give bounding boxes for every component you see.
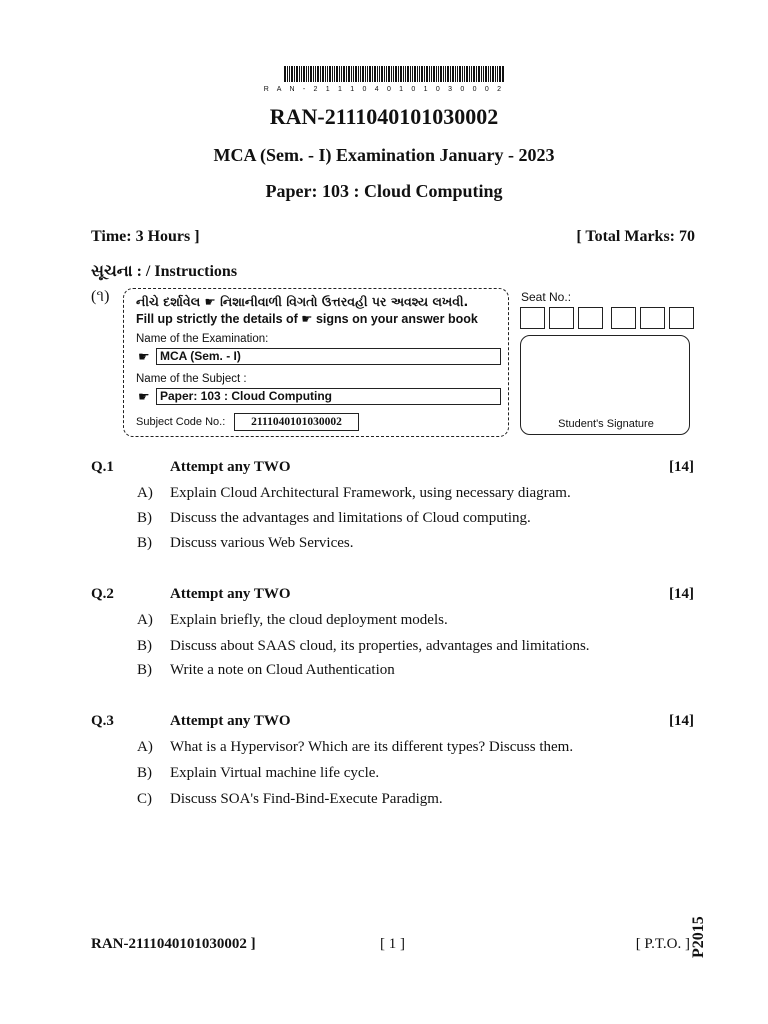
paper-code: RAN-2111040101030002 [269,104,499,129]
sub-question-label: A) [137,485,153,501]
footer-paper-code: RAN-2111040101030002 ] [91,936,256,952]
footer-pto: [ P.T.O. ] [635,936,690,952]
barcode-text: R A N - 2 1 1 1 0 4 0 1 0 1 0 3 0 0 0 2 [263,86,505,93]
footer-page-number: [ 1 ] [380,936,405,952]
pointer-hand-icon: ☛ [138,389,150,404]
instruction-number: (૧) [91,288,110,305]
seat-digit-box [578,307,603,329]
side-code: P2015 [690,916,707,958]
question-heading: Attempt any TWO [170,713,291,729]
total-marks-label: [ Total Marks: 70 [576,228,695,245]
subject-name-field: Paper: 103 : Cloud Computing [156,388,501,405]
question-marks: [14] [669,459,694,475]
signature-label: Student's Signature [558,418,654,430]
pointer-hand-icon: ☛ [138,349,150,364]
seat-number-boxes [520,307,698,329]
sub-question-text: Discuss about SAAS cloud, its properties, advantages and limitations. [170,638,590,654]
sub-question-label: B) [137,535,152,551]
sub-question-label: B) [137,765,152,781]
question-marks: [14] [669,586,694,602]
time-label: Time: 3 Hours ] [91,228,200,245]
instruction-gujarati: નીચે દર્શાવેલ ☛ નિશાનીવાળી વિગતો ઉત્તરવહી પર અવશ્ય લખવી. [136,294,469,309]
question-marks: [14] [669,713,694,729]
question-number: Q.2 [91,586,114,602]
seat-digit-box [611,307,636,329]
instructions-box [123,288,509,437]
sub-question-text: Explain Virtual machine life cycle. [170,765,380,781]
question-number: Q.3 [91,713,114,729]
exam-name-field: MCA (Sem. - I) [156,348,501,365]
sub-question-text: Discuss the advantages and limitations of Cloud computing. [170,510,531,526]
sub-question-text: Write a note on Cloud Authentication [170,662,395,678]
paper-title: Paper: 103 : Cloud Computing [265,181,503,201]
seat-digit-box [669,307,694,329]
question-number: Q.1 [91,459,114,475]
sub-question-label: C) [137,791,152,807]
question-heading: Attempt any TWO [170,459,291,475]
seat-digit-box [549,307,574,329]
sub-question-text: Explain briefly, the cloud deployment models. [170,612,448,628]
sub-question-text: Discuss various Web Services. [170,535,354,551]
question-heading: Attempt any TWO [170,586,291,602]
sub-question-text: What is a Hypervisor? Which are its different types? Discuss them. [170,739,574,755]
barcode [284,66,504,82]
sub-question-label: B) [137,638,152,654]
instruction-english: Fill up strictly the details of ☛ signs on your answer book [136,312,478,326]
seat-digit-box [640,307,665,329]
exam-name-label: Name of the Examination: [136,333,269,345]
exam-title: MCA (Sem. - I) Examination January - 2023 [213,145,555,165]
sub-question-label: B) [137,510,152,526]
subject-code-label: Subject Code No.: [136,416,226,428]
sub-question-text: Discuss SOA's Find-Bind-Execute Paradigm. [170,791,443,807]
seat-digit-box [520,307,545,329]
sub-question-text: Explain Cloud Architectural Framework, using necessary diagram. [170,485,571,501]
sub-question-label: A) [137,739,153,755]
instructions-heading: સૂચના : / Instructions [91,263,238,280]
subject-name-label: Name of the Subject : [136,373,247,385]
sub-question-label: A) [137,612,153,628]
seat-number-label: Seat No.: [521,290,572,304]
subject-code-field: 2111040101030002 [234,413,359,431]
sub-question-label: B) [137,662,152,678]
signature-box [520,335,690,435]
